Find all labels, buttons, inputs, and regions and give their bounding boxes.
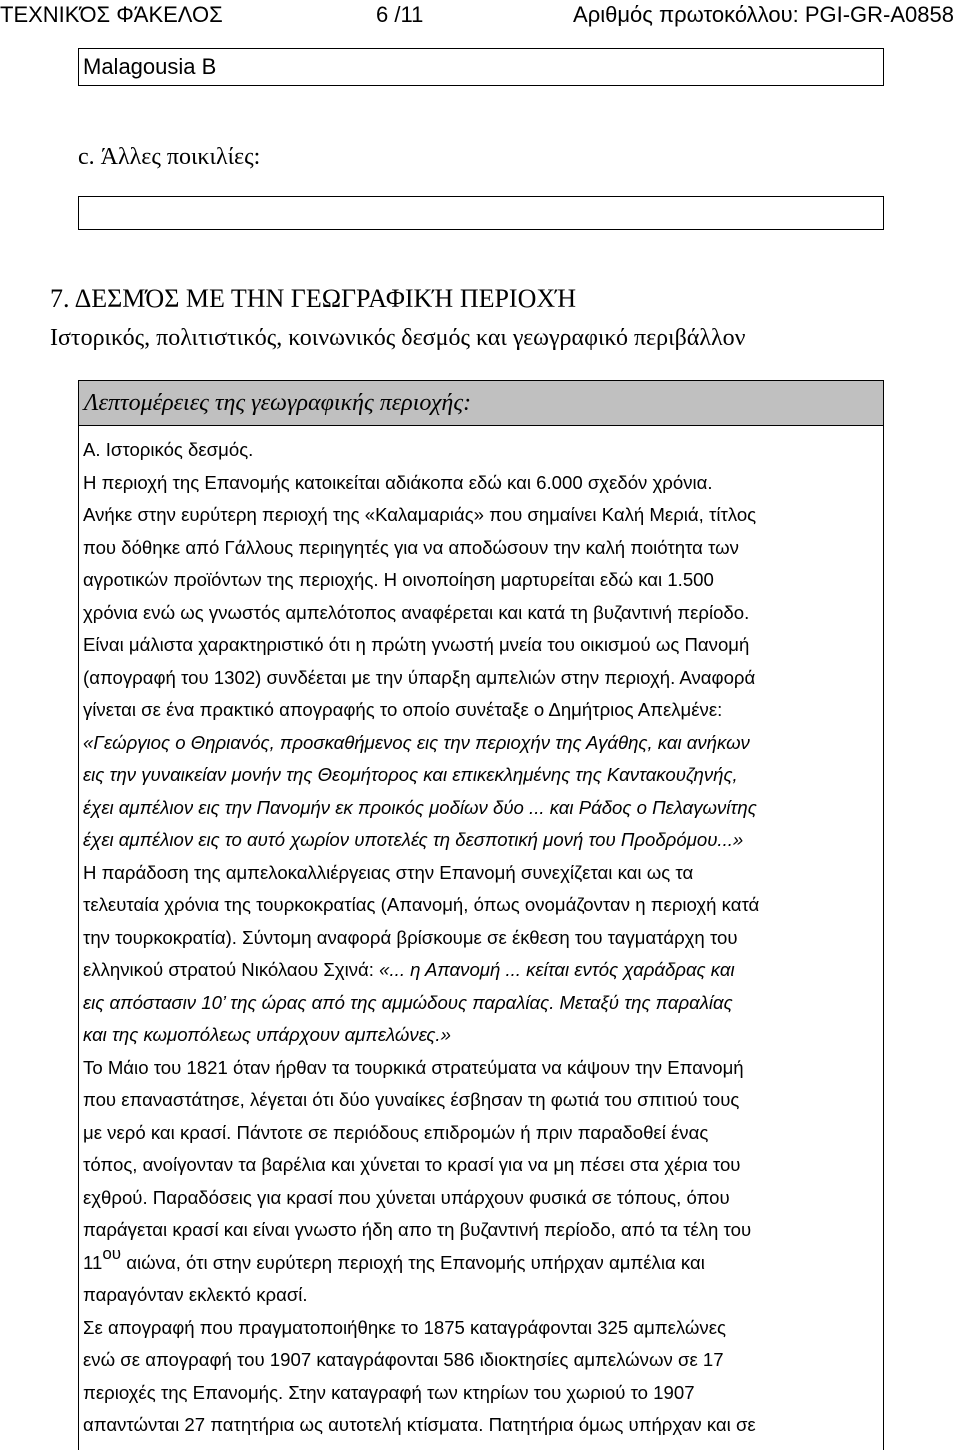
text-line: Σε απογραφή που πραγματοποιήθηκε το 1875 καταγράφονται 325 αμπελώνες — [83, 1316, 726, 1338]
quote-line: «Γεώργιος ο Θηριανός, προσκαθήμενος εις την περιοχήν της Αγάθης, και ανήκων — [83, 731, 750, 753]
other-varieties-field — [78, 196, 884, 230]
text-line: με νερό και κρασί. Πάντοτε σε περιόδους επιδρομών ή πριν παραδοθεί ένας — [83, 1121, 709, 1143]
document-title: ΤΕΧΝΙΚΌΣ ΦΆΚΕΛΟΣ — [0, 2, 223, 27]
text-line: που δόθηκε από Γάλλους περιηγητές για να αποδώσουν την καλή ποιότητα των — [83, 536, 739, 558]
quote-segment: «... η Απανομή ... κείται εντός χαράδρας και — [379, 959, 735, 980]
text-line — [83, 954, 879, 987]
text-line: Η παράδοση της αμπελοκαλλιέργειας στην Επανομή συνεχίζεται και ως τα — [83, 861, 694, 883]
text-line: Η περιοχή της Επανομής κατοικείται αδιάκοπα εδώ και 6.000 σχεδόν χρόνια. — [83, 471, 713, 493]
quote-line: εις απόστασιν 10’ της ώρας από της αμμώδους παραλίας. Μεταξύ της παραλίας — [83, 991, 733, 1013]
variety-field: Malagousia B — [78, 48, 884, 86]
text-line: την τουρκοκρατία). Σύντομη αναφορά βρίσκουμε σε έκθεση του ταγματάρχη του — [83, 926, 738, 948]
text-line: παράγεται κρασί και είναι γνωστο ήδη απο τη βυζαντινή περίοδο, από τα τέλη του — [83, 1219, 752, 1240]
page-header — [0, 0, 960, 32]
text-line: εχθρού. Παραδόσεις για κρασί που χύνεται υπάρχουν φυσικά σε τόπους, όπου — [83, 1186, 730, 1208]
ordinal-suffix: ου — [102, 1244, 122, 1264]
geographic-area-box — [78, 380, 884, 1450]
text-line: Ανήκε στην ευρύτερη περιοχή της «Καλαμαριάς» που σημαίνει Καλή Μεριά, τίτλος — [83, 504, 757, 525]
page-number: 6 /11 — [376, 2, 424, 27]
quote-line: και της κωμοπόλεως υπάρχουν αμπελώνες.» — [83, 1024, 451, 1045]
century-number: 11 — [83, 1251, 103, 1273]
text-line: τόπος, ανοίγονταν τα βαρέλια και χύνεται το κρασί για να μη πέσει στα χέρια του — [83, 1154, 741, 1175]
other-varieties-label: c. Άλλες ποικιλίες: — [78, 144, 261, 170]
text-line: Το Μάιο του 1821 όταν ήρθαν τα τουρκικά στρατεύματα να κάψουν την Επανομή — [83, 1056, 744, 1078]
text-segment: ελληνικού στρατού Νικόλαου Σχινά: — [83, 959, 374, 980]
text-line: (απογραφή του 1302) συνδέεται με την ύπαρξη αμπελιών στην περιοχή. Αναφορά — [83, 666, 756, 688]
text-segment: αιώνα, ότι στην ευρύτερη περιοχή της Επανομής υπήρχαν αμπέλια και — [121, 1251, 705, 1273]
text-line — [83, 1244, 879, 1280]
quote-line: έχει αμπέλιον εις το αυτό χωρίον υποτελές τη δεσποτική μονή του Προδρόμου...» — [83, 829, 744, 850]
text-line: χρόνια ενώ ως γνωστός αμπελότοπος αναφέρεται και κατά τη βυζαντινή περίοδο. — [83, 601, 750, 623]
quote-line: έχει αμπέλιον εις την Πανομήν εκ προικός μοδίων δύο ... και Ράδος ο Πελαγωνίτης — [83, 796, 757, 818]
text-line: περιοχές της Επανομής. Στην καταγραφή των κτηρίων του χωριού το 1907 — [83, 1381, 695, 1403]
text-line: γίνεται σε ένα πρακτικό απογραφής το οποίο συνέταξε ο Δημήτριος Απελμένε: — [83, 699, 723, 720]
text-line: που επαναστάτησε, λέγεται ότι δύο γυναίκες έσβησαν τη φωτιά του σπιτιού τους — [83, 1089, 740, 1110]
text-line: Είναι μάλιστα χαρακτηριστικό ότι η πρώτη γνωστή μνεία του οικισμού ως Πανομή — [83, 634, 750, 655]
quote-line: εις την γυναικείαν μονήν της Θεομήτορος και επικεκλημένης της Καντακουζηνής, — [83, 764, 738, 785]
section-title: 7. ΔΕΣΜΌΣ ΜΕ ΤΗΝ ΓΕΩΓΡΑΦΙΚΉ ΠΕΡΙΟΧΉ — [50, 284, 577, 313]
text-line: Α. Ιστορικός δεσμός. — [83, 439, 254, 460]
section-subtitle: Ιστορικός, πολιτιστικός, κοινωνικός δεσμός και γεωγραφικό περιβάλλον — [50, 325, 746, 351]
area-heading: Λεπτομέρειες της γεωγραφικής περιοχής: — [79, 381, 883, 426]
text-line: παραγόνταν εκλεκτό κρασί. — [83, 1284, 308, 1305]
protocol-number: Αριθμός πρωτοκόλλου: PGI-GR-A0858 — [573, 2, 954, 27]
text-line: απαντώνται 27 πατητήρια ως αυτοτελή κτίσματα. Πατητήρια όμως υπήρχαν και σε — [83, 1414, 756, 1435]
area-text — [79, 426, 883, 1442]
text-line: τελευταία χρόνια της τουρκοκρατίας (Απανομή, όπως ονομάζονταν η περιοχή κατά — [83, 894, 760, 915]
text-line: ενώ σε απογραφή του 1907 καταγράφονται 586 ιδιοκτησίες αμπελώνων σε 17 — [83, 1349, 724, 1370]
text-line: αγροτικών προϊόντων της περιοχής. Η οινοποίηση μαρτυρείται εδώ και 1.500 — [83, 569, 714, 590]
